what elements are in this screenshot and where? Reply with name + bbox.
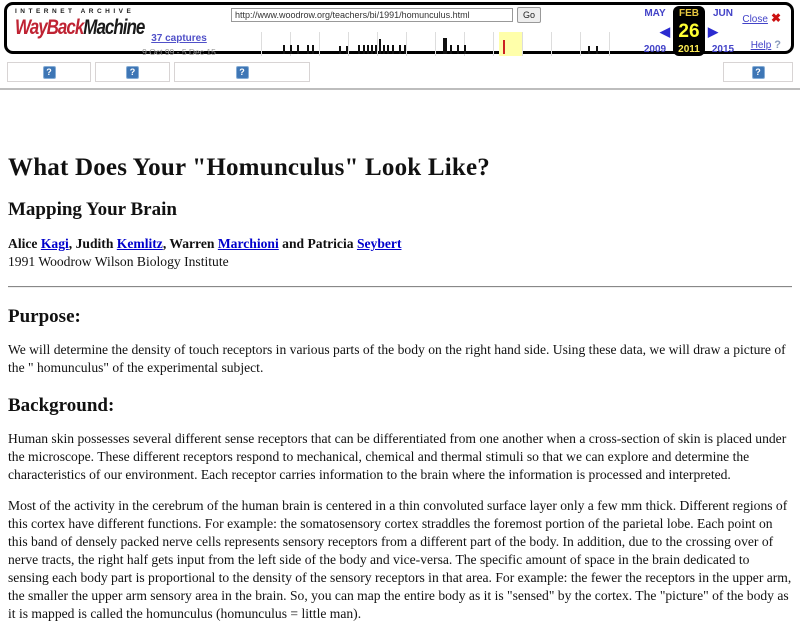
close-toolbar <box>742 11 781 25</box>
author-link-marchioni[interactable]: Marchioni <box>217 236 279 251</box>
broken-image-icon: ? <box>752 66 765 79</box>
author-text: , Judith <box>68 236 117 251</box>
broken-image-icon: ? <box>43 66 56 79</box>
prev-month-label[interactable]: MAY <box>644 8 666 19</box>
internet-archive-label: INTERNET ARCHIVE <box>15 8 135 15</box>
section-divider <box>8 286 792 288</box>
author-link-kemlitz[interactable]: Kemlitz <box>116 236 163 251</box>
next-year-label[interactable]: 2015 <box>711 43 735 55</box>
date-navigation <box>637 6 741 56</box>
broken-image-placeholder <box>7 62 91 82</box>
wayback-toolbar <box>4 2 794 57</box>
current-year-label: 2011 <box>673 42 705 56</box>
captures-timeline[interactable] <box>233 32 625 56</box>
purpose-paragraph: We will determine the density of touch receptors in various parts of the body on the right hand side. Using these data, we will draw a picture of the " homunculus" of the experimental subject. <box>8 342 786 375</box>
current-month-label: FEB <box>673 6 705 21</box>
authors-line <box>8 235 792 253</box>
author-link-kagi[interactable]: Kagi <box>40 236 69 251</box>
close-link[interactable]: Close <box>742 14 768 25</box>
help-question-icon[interactable]: ? <box>774 39 781 51</box>
next-month-label[interactable]: JUN <box>712 8 733 19</box>
page-subtitle: Mapping Your Brain <box>8 199 177 220</box>
background-paragraph-2: Most of the activity in the cerebrum of the human brain is centered in a thin convoluted surface layer only a few mm thick. Different regions of this cortex have different functions. For example: the somatosensory cortex straddles the foremost portion of the parietal lobe. Each point on this band of densely packed nerve cells represents sensory receptors from a different part of the body. In addition, due to the crossing over of nerve tracts, the right half gets input from the left side of the body and vice-versa. The specific amount of space in the brain dedicated to sensing each body part is proportional to the density of the sensory receptors in that area. For example: the fewer the receptors in the upper arm, the smaller the upper arm sensory area in the brain. So, you can map the entire body as it is "sensed" by the cortex. The "picture" of the body as it is mapped is called the homunculus (homunculus = little man). <box>8 498 792 621</box>
timeline-marker <box>503 40 505 54</box>
capture-date-range: 9 Oct 99 - 5 Dec 15 <box>142 47 216 57</box>
help-link[interactable]: Help <box>750 40 772 51</box>
next-capture-arrow-icon[interactable]: ▶ <box>708 23 718 39</box>
institute-byline: 1991 Woodrow Wilson Biology Institute <box>8 254 229 269</box>
author-link-seybert[interactable]: Seybert <box>356 236 402 251</box>
captures-summary <box>125 28 233 57</box>
url-input[interactable] <box>231 8 513 22</box>
background-paragraph-1: Human skin possesses several different sense receptors that can be differentiated from one another when a cross-section of skin is placed under the microscope. These different receptors respond to mechanical, chemical and thermal stimuli so that we can explore and determine the characteristics of our environment. Each receptor carries information to the brain where the information is processed and interpreted. <box>8 431 787 482</box>
broken-image-placeholder <box>174 62 310 82</box>
current-day: 26 <box>673 21 705 42</box>
page-title: What Does Your "Homunculus" Look Like? <box>8 154 490 181</box>
close-x-icon[interactable]: ✖ <box>770 11 781 25</box>
captures-link[interactable]: 37 captures <box>151 33 207 44</box>
broken-image-placeholder <box>95 62 170 82</box>
broken-image-icon: ? <box>126 66 139 79</box>
broken-images-row <box>7 62 793 82</box>
wayback-machine-wordmark: WayBackMachine <box>15 15 145 39</box>
broken-image-placeholder <box>723 62 793 82</box>
article-content <box>8 90 792 623</box>
purpose-heading: Purpose: <box>8 306 81 327</box>
author-text: and Patricia <box>278 236 357 251</box>
background-heading: Background: <box>8 395 115 416</box>
broken-image-icon: ? <box>236 66 249 79</box>
author-text: Alice <box>8 236 41 251</box>
go-button[interactable]: Go <box>517 7 541 23</box>
author-text: , Warren <box>162 236 218 251</box>
wayback-logo[interactable] <box>15 8 145 39</box>
prev-year-label[interactable]: 2009 <box>643 43 667 55</box>
help-toolbar <box>751 39 781 51</box>
prev-capture-arrow-icon[interactable]: ◀ <box>660 23 670 39</box>
